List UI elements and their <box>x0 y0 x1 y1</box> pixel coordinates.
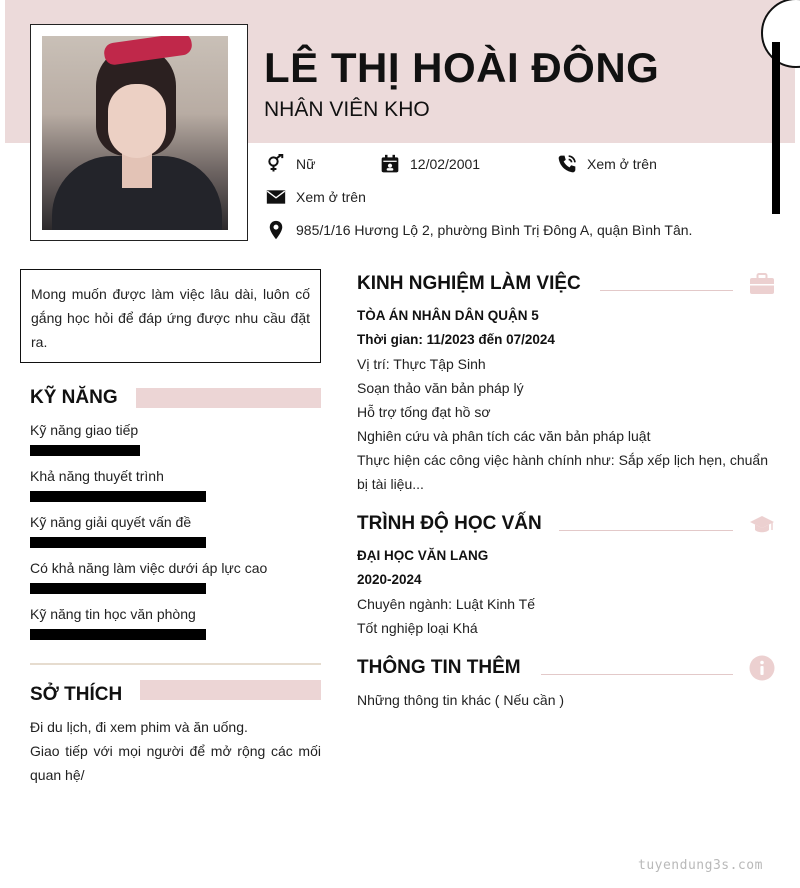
decorative-vertical-bar <box>772 42 780 214</box>
birthday-text: 12/02/2001 <box>410 156 481 172</box>
email-info <box>266 187 366 207</box>
candidate-position: NHÂN VIÊN KHO <box>264 98 430 121</box>
experience-title: KINH NGHIỆM LÀM VIỆC <box>357 273 581 294</box>
address-text: 985/1/16 Hương Lộ 2, phường Bình Trị Đông A, quận Bình Tân. <box>296 222 693 238</box>
skill-label: Kỹ năng tin học văn phòng <box>30 606 196 622</box>
experience-time: Thời gian: 11/2023 đến 07/2024 <box>357 332 555 347</box>
skill-bar <box>30 491 206 502</box>
hobby-line: Giao tiếp với mọi người để mở rộng các mối quan hệ/ <box>30 743 321 783</box>
skill-bar <box>30 583 206 594</box>
experience-duty: Hỗ trợ tống đạt hồ sơ <box>357 404 491 420</box>
graduation-cap-icon <box>749 511 775 537</box>
phone-text: Xem ở trên <box>587 156 657 172</box>
experience-duty: Thực hiện các công việc hành chính như: Sắp xếp lịch hẹn, chuẩn bị tài liệu... <box>357 452 769 492</box>
skill-label: Có khả năng làm việc dưới áp lực cao <box>30 560 268 576</box>
skills-title: KỸ NĂNG <box>30 387 118 408</box>
address-info <box>266 220 692 240</box>
gender-info <box>266 154 315 174</box>
education-title-line <box>559 530 733 531</box>
briefcase-icon <box>749 271 775 297</box>
info-icon <box>749 655 775 681</box>
career-objective: Mong muốn được làm việc lâu dài, luôn cố gắng học hỏi để đáp ứng được nhu cầu đặt ra. <box>20 269 321 363</box>
gender-text: Nữ <box>296 156 316 172</box>
extra-info-title-line <box>541 674 733 675</box>
location-pin-icon <box>266 220 286 240</box>
education-grade: Tốt nghiệp loại Khá <box>357 620 478 636</box>
watermark: tuyendung3s.com <box>638 858 763 873</box>
skill-bar <box>30 445 206 456</box>
extra-info-title: THÔNG TIN THÊM <box>357 657 521 678</box>
experience-title-line <box>600 290 733 291</box>
birthday-info <box>380 154 480 174</box>
skills-title-bar <box>136 388 321 408</box>
section-divider <box>30 663 321 665</box>
avatar <box>42 36 228 230</box>
skill-bar <box>30 629 206 640</box>
skill-label: Kỹ năng giải quyết vấn đề <box>30 514 192 530</box>
email-text: Xem ở trên <box>296 189 366 205</box>
education-title: TRÌNH ĐỘ HỌC VẤN <box>357 513 542 534</box>
envelope-icon <box>266 187 286 207</box>
skill-bar <box>30 537 206 548</box>
skill-label: Khả năng thuyết trình <box>30 468 164 484</box>
phone-info <box>557 154 657 174</box>
education-years: 2020-2024 <box>357 572 422 587</box>
extra-info-text: Những thông tin khác ( Nếu cần ) <box>357 692 565 708</box>
candidate-name: LÊ THỊ HOÀI ĐÔNG <box>264 44 660 91</box>
education-school: ĐẠI HỌC VĂN LANG <box>357 548 489 563</box>
experience-role: Vị trí: Thực Tập Sinh <box>357 356 486 372</box>
hobbies-title: SỞ THÍCH <box>30 684 123 705</box>
hobbies-title-bar <box>140 680 321 700</box>
experience-company: TÒA ÁN NHÂN DÂN QUẬN 5 <box>357 308 539 323</box>
gender-icon <box>266 154 286 174</box>
experience-duty: Nghiên cứu và phân tích các văn bản pháp luật <box>357 428 651 444</box>
education-major: Chuyên ngành: Luật Kinh Tế <box>357 596 535 612</box>
experience-duty: Soạn thảo văn bản pháp lý <box>357 380 524 396</box>
phone-icon <box>557 154 577 174</box>
skill-label: Kỹ năng giao tiếp <box>30 422 139 438</box>
hobby-line: Đi du lịch, đi xem phim và ăn uống. <box>30 719 248 735</box>
calendar-icon <box>380 154 400 174</box>
